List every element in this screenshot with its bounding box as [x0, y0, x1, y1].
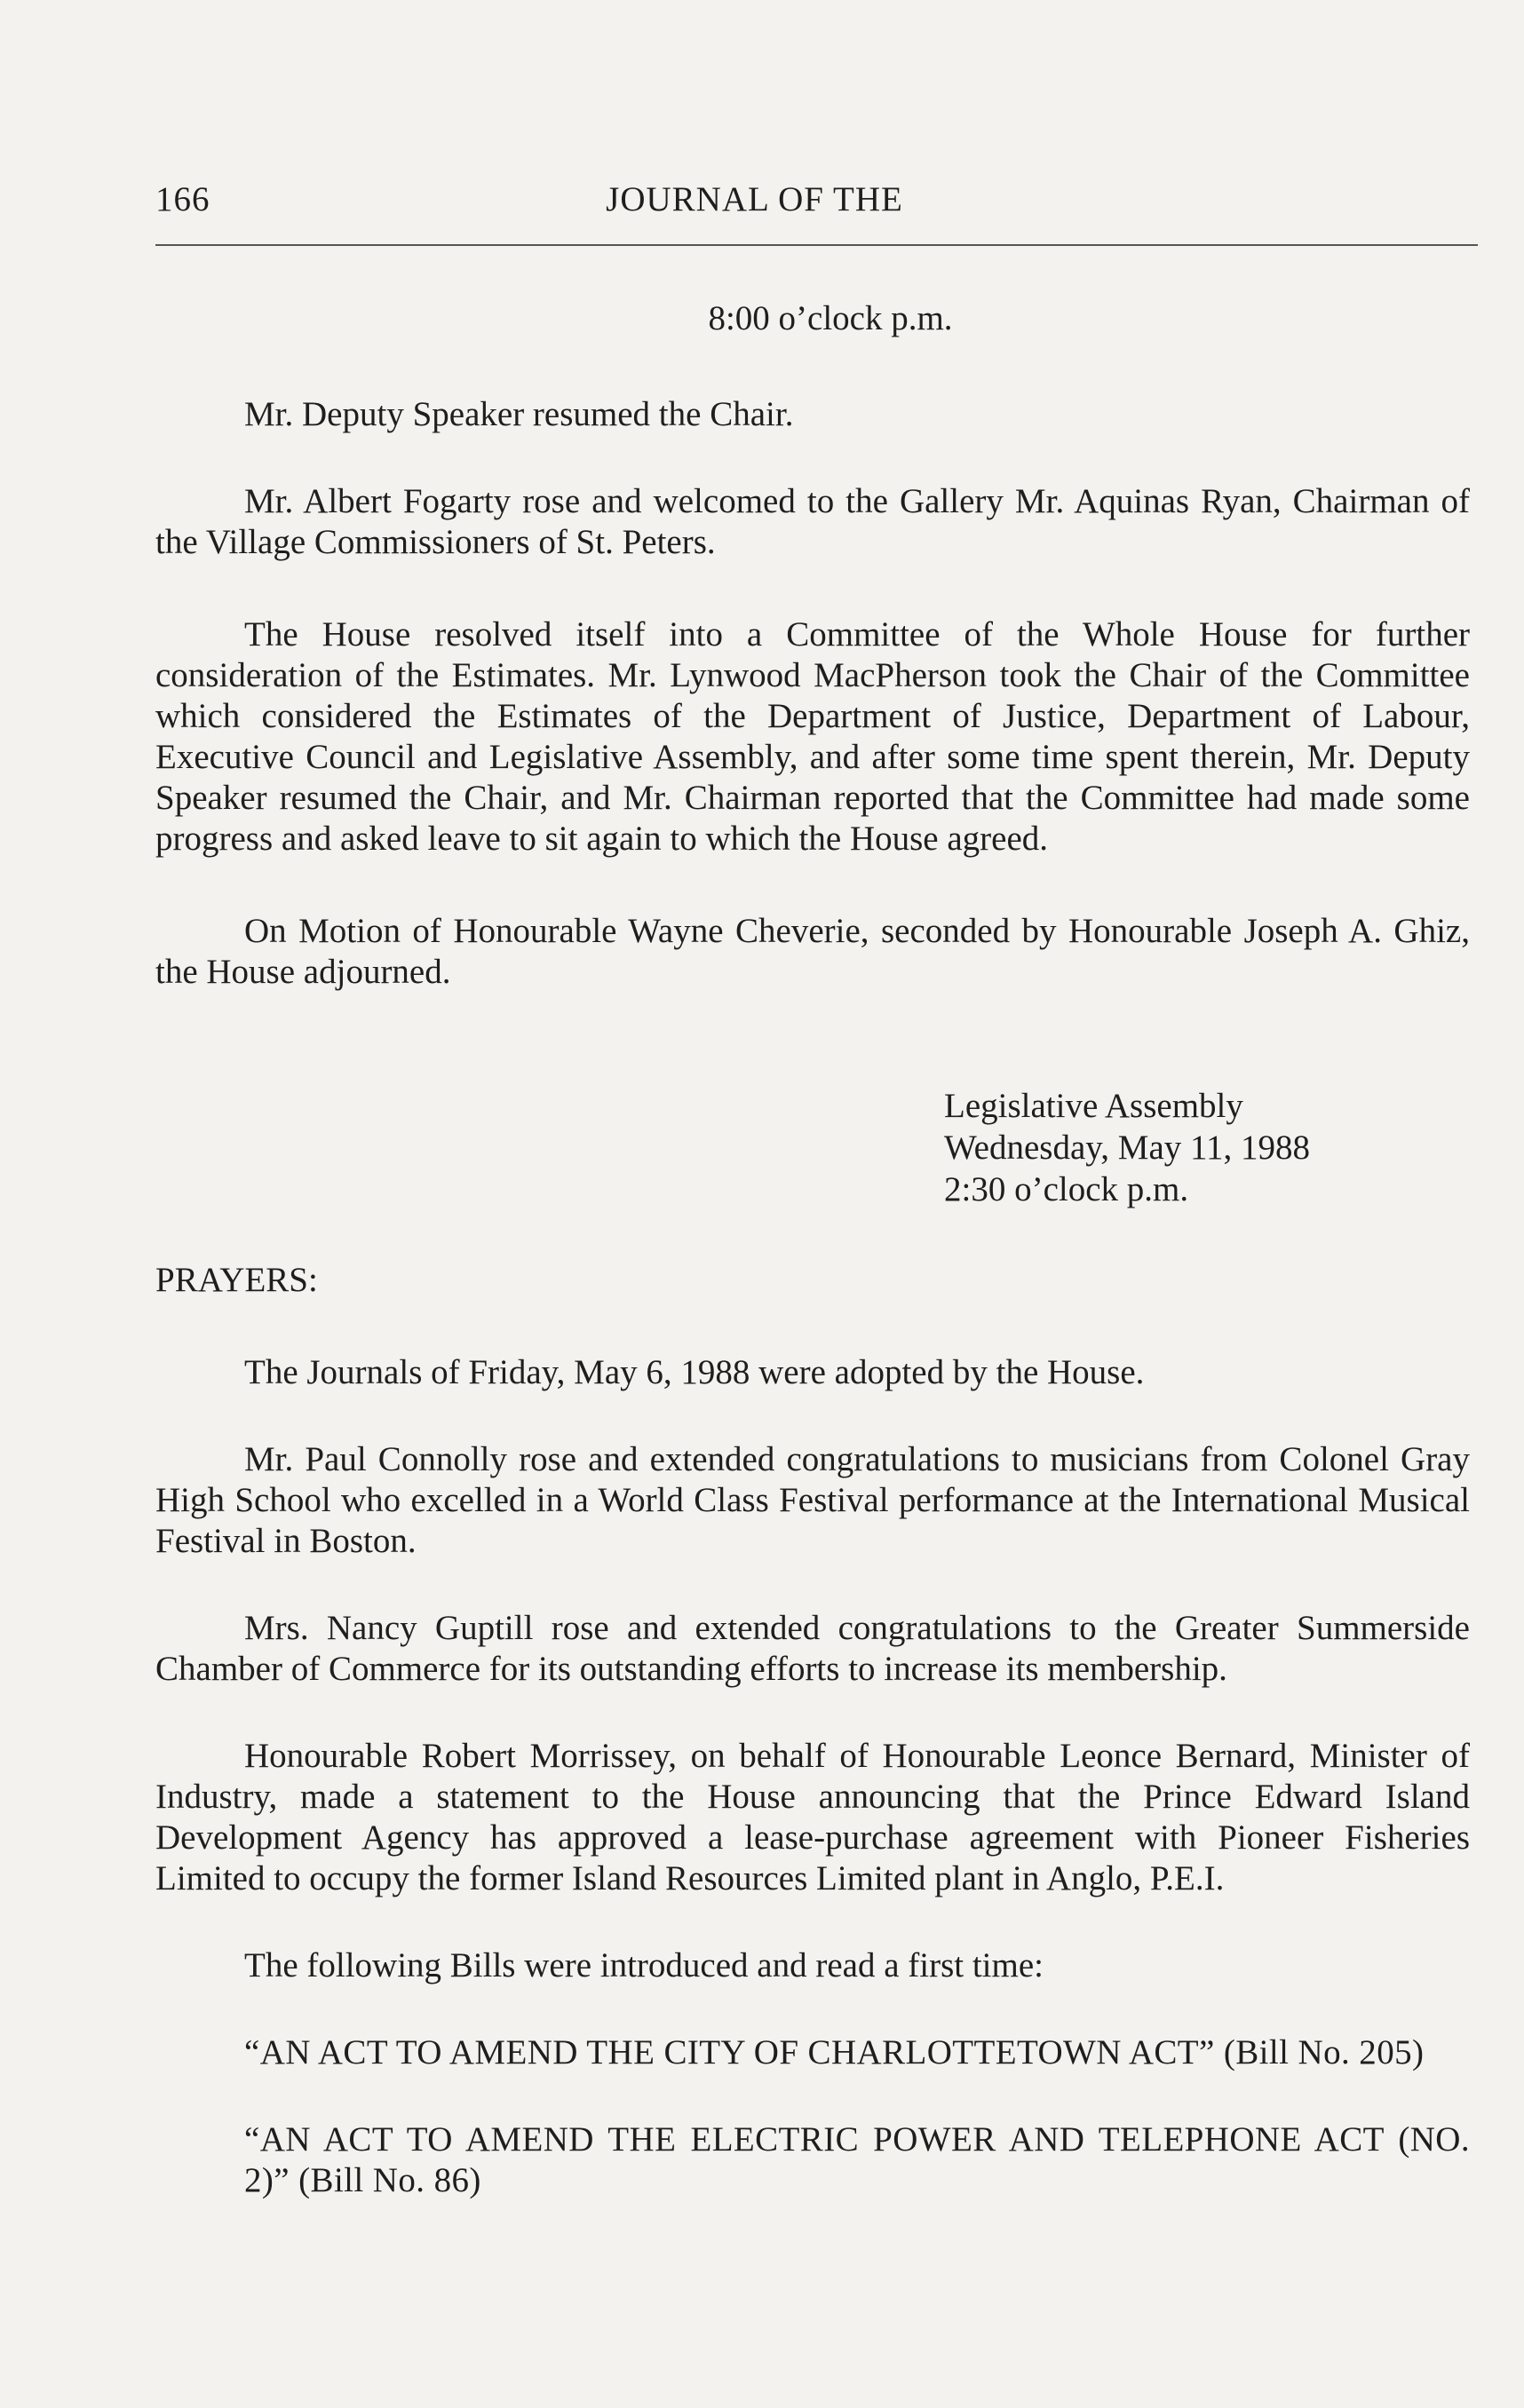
evening-sitting-time: 8:00 o’clock p.m. — [708, 299, 953, 337]
paragraph-deputy-speaker: Mr. Deputy Speaker resumed the Chair. — [244, 395, 794, 433]
page-number: 166 — [155, 180, 210, 218]
paragraph-committee-whole: The House resolved itself into a Committee of the Whole House for further consideration of the Estimates. Mr. Lynwood MacPherson took the Chair of the Committee which considered the Estimates of the Department of Justice, Department of Labour, Executive Council and Legislative Assembly, and after some time spent therein, Mr. Deputy Speaker resumed the Chair, and Mr. Chairman reported that the Committee had made some progress and asked leave to sit again to which the House agreed. — [155, 615, 1470, 858]
paragraph-guptill: Mrs. Nancy Guptill rose and extended congratulations to the Greater Summerside Chamber of Commerce for its outstanding efforts to increase its membership. — [155, 1609, 1470, 1688]
paragraph-bills-introduced: The following Bills were introduced and read a first time: — [244, 1946, 1044, 1984]
bill-item — [155, 2119, 1470, 2201]
sitting-time: 2:30 o’clock p.m. — [944, 1170, 1189, 1208]
journal-body — [155, 298, 1470, 2201]
sitting-place: Legislative Assembly — [944, 1087, 1243, 1125]
bill-title: “AN ACT TO AMEND THE CITY OF CHARLOTTETOWN ACT” (Bill No. 205) — [244, 2033, 1425, 2071]
bill-title: “AN ACT TO AMEND THE ELECTRIC POWER AND TELEPHONE ACT (NO. 2)” (Bill No. 86) — [244, 2120, 1470, 2199]
page-header — [155, 179, 1478, 226]
paragraph-gallery-welcome: Mr. Albert Fogarty rose and welcomed to the Gallery Mr. Aquinas Ryan, Chairman of the Village Commissioners of St. Peters. — [155, 482, 1470, 561]
sitting-date: Wednesday, May 11, 1988 — [944, 1129, 1311, 1167]
header-rule — [155, 244, 1478, 246]
prayers-heading: PRAYERS: — [155, 1261, 318, 1299]
paragraph-morrissey-statement: Honourable Robert Morrissey, on behalf of Honourable Leonce Bernard, Minister of Industry, made a statement to the House announcing that the Prince Edward Island Development Agency has approved a lease-purchase agreement with Pioneer Fisheries Limited to occupy the former Island Resources Limited plant in Anglo, P.E.I. — [155, 1737, 1470, 1897]
sitting-block — [944, 1085, 1470, 1210]
paragraph-adjournment: On Motion of Honourable Wayne Cheverie, seconded by Honourable Joseph A. Ghiz, the House adjourned. — [155, 912, 1470, 991]
paragraph-journals-adopted: The Journals of Friday, May 6, 1988 were adopted by the House. — [244, 1353, 1145, 1391]
paragraph-connolly: Mr. Paul Connolly rose and extended congratulations to musicians from Colonel Gray High School who excelled in a World Class Festival performance at the International Musical Festival in Boston. — [155, 1440, 1470, 1560]
running-title: JOURNAL OF THE — [606, 180, 903, 218]
bill-item — [155, 2032, 1470, 2073]
